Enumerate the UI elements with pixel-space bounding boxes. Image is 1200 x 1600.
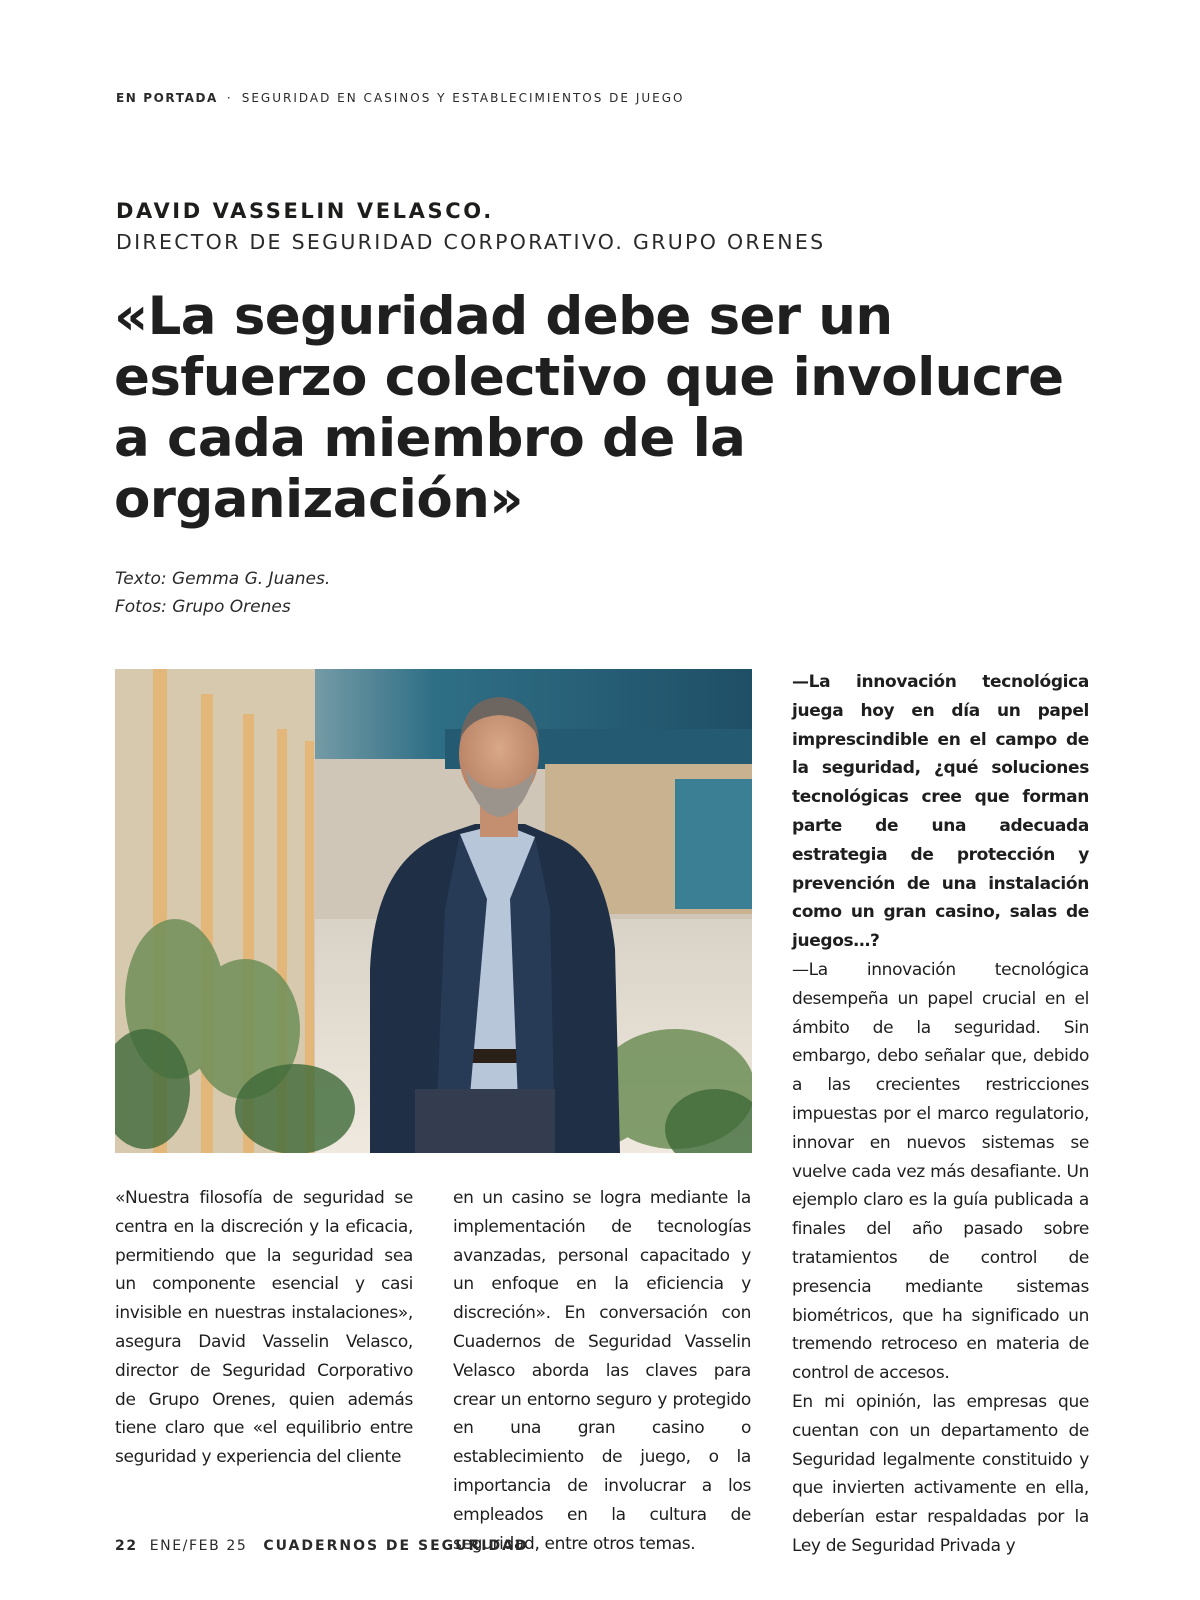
section-tag xyxy=(116,91,684,105)
intro-paragraph: «Nuestra filosofía de seguridad se centra en la discreción y la eficacia, permitiendo que la seguridad sea un componente esencial y casi invisible en nuestras instalaciones», asegura David Vasselin Velasco, director de Seguridad Corporativo de Grupo Orenes, quien además tiene claro que «el equilibrio entre seguridad y experiencia del cliente xyxy=(115,1188,413,1468)
portrait-photo xyxy=(115,669,752,1153)
interview-answer-paragraph-2: En mi opinión, las empresas que cuentan con un departamento de Seguridad legalmente constituido y que invierten activamente en ella, deberían estar respaldadas por la Ley de Seguridad Privada y xyxy=(792,1391,1089,1556)
intro-paragraph-continued: en un casino se logra mediante la implementación de tecnologías avanzadas, personal capacitado y un enfoque en la eficiencia y discreción». En conversación con Cuadernos de Seguridad Vasselin Velasco aborda las claves para crear un entorno seguro y protegido en una gran casino o establecimiento de juego, o la importancia de involucrar a los empleados en la cultura de seguridad, entre otros temas. xyxy=(453,1188,751,1554)
interview-question: —La innovación tecnológica juega hoy en día un papel imprescindible en el campo de la seguridad, ¿qué soluciones tecnológicas cree que forman parte de una adecuada estrategia de protección y prevención de una instalación como un gran casino, salas de juegos…? xyxy=(792,672,1089,952)
photo-credit: Fotos: Grupo Orenes xyxy=(115,597,291,617)
interview-column xyxy=(792,668,1089,1561)
page-number: 22 xyxy=(115,1538,138,1554)
article-headline: «La seguridad debe ser un esfuerzo colectivo que involucre a cada miembro de la organización» xyxy=(114,286,1064,530)
issue-date: ENE/FEB 25 xyxy=(149,1538,248,1554)
page-footer xyxy=(115,1538,529,1554)
section-topic: SEGURIDAD EN CASINOS Y ESTABLECIMIENTOS DE JUEGO xyxy=(241,91,685,105)
section-label: EN PORTADA xyxy=(116,91,218,105)
interviewee-name: DAVID VASSELIN VELASCO. xyxy=(116,199,494,223)
credits xyxy=(115,565,330,621)
intro-column-left xyxy=(115,1184,413,1472)
interviewee-role: DIRECTOR DE SEGURIDAD CORPORATIVO. GRUPO ORENES xyxy=(116,230,826,254)
magazine-name: CUADERNOS DE SEGURIDAD xyxy=(263,1538,529,1554)
text-credit: Texto: Gemma G. Juanes. xyxy=(115,569,331,589)
section-separator: · xyxy=(226,91,233,105)
intro-column-right xyxy=(453,1184,751,1558)
interview-answer-paragraph: —La innovación tecnológica desempeña un papel crucial en el ámbito de la seguridad. Sin embargo, debo señalar que, debido a las crecientes restricciones impuestas por el marco regulatorio, innovar en nuevos sistemas se vuelve cada vez más desafiante. Un ejemplo claro es la guía publicada a finales del año pasado sobre tratamientos de control de presencia mediante sistemas biométricos, que ha significado un tremendo retroceso en materia de control de accesos. xyxy=(792,959,1089,1384)
